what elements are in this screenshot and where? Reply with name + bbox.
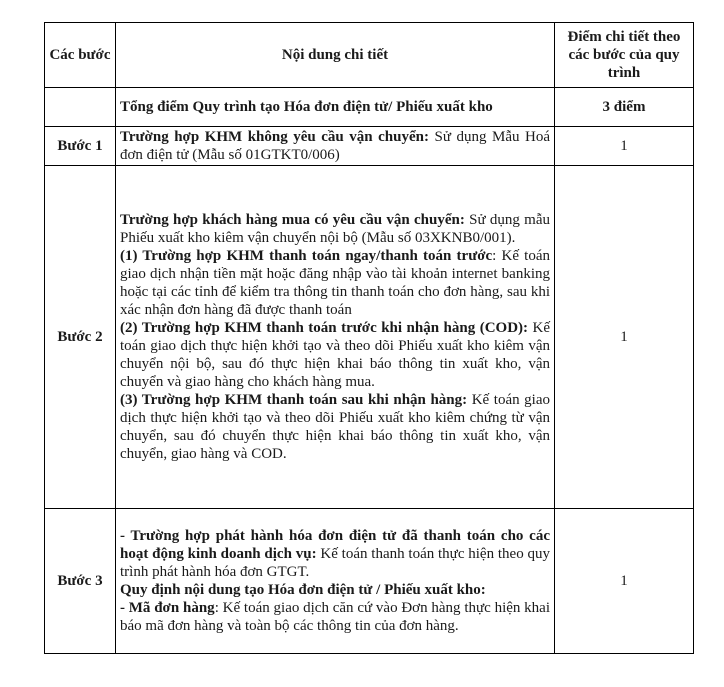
- step-points: 1: [555, 509, 694, 654]
- content-bold: (2) Trường hợp KHM thanh toán trước khi nhận hàng (COD):: [120, 320, 529, 336]
- header-row: [45, 23, 694, 88]
- content-text: Kế toán giao dịch thực hiện khởi tạo và theo dõi Phiếu xuất kho kiêm vận chuyển nội bộ, sau đó thực hiện khai báo thông tin xuất kho, vận chuyển và giao hàng cho khách hàng mua.: [120, 320, 550, 390]
- step-points: 1: [555, 127, 694, 166]
- content-bold: Quy định nội dung tạo Hóa đơn điện tử / Phiếu xuất kho:: [120, 582, 486, 598]
- content-bold: Trường hợp khách hàng mua có yêu cầu vận chuyển:: [120, 212, 465, 228]
- content-paragraph: [120, 527, 550, 581]
- content-bold: - Mã đơn hàng: [120, 600, 215, 616]
- step-label: Bước 3: [45, 509, 116, 654]
- content-text: : Kế toán giao dịch căn cứ vào Đơn hàng thực hiện khai báo mã đơn hàng và toàn bộ các thông tin của đơn hàng.: [120, 600, 551, 634]
- content-text: : Kế toán giao dịch nhận tiền mặt hoặc đăng nhập vào tài khoản internet banking hoặc tại các tỉnh để kiểm tra thông tin thanh toán cho đơn hàng, sau khi xác nhận đơn hàng đã được thanh toán: [120, 248, 551, 318]
- header-content: Nội dung chi tiết: [116, 23, 555, 88]
- content-bold: - Trường hợp phát hành hóa đơn điện tử đã thanh toán cho các hoạt động kinh doanh dịch vụ:: [120, 528, 550, 562]
- content-text: Kế toán giao dịch thực hiện khởi tạo và theo dõi Phiếu xuất kho kiêm chứng từ vận chuyển, sau đó chuyển thực hiện khai báo thông tin xuất kho, vận chuyển, giao hàng và COD.: [120, 392, 551, 462]
- step-content: [116, 509, 555, 654]
- total-content: Tổng điểm Quy trình tạo Hóa đơn điện tử/ Phiếu xuất kho: [116, 88, 555, 127]
- total-points: 3 điểm: [555, 88, 694, 127]
- step-label: Bước 2: [45, 166, 116, 509]
- content-paragraph: [120, 128, 550, 164]
- table-row: [45, 509, 694, 654]
- step-label: Bước 1: [45, 127, 116, 166]
- total-row: [45, 88, 694, 127]
- content-paragraph: [120, 581, 550, 599]
- content-text: Sử dụng mẫu Phiếu xuất kho kiêm vận chuyển nội bộ (Mẫu số 03XKNB0/001).: [120, 212, 550, 246]
- content-bold: (1) Trường hợp KHM thanh toán ngay/thanh toán trước: [120, 248, 493, 264]
- content-paragraph: [120, 319, 550, 391]
- step-points: 1: [555, 166, 694, 509]
- content-bold: (3) Trường hợp KHM thanh toán sau khi nhận hàng:: [120, 392, 468, 408]
- content-paragraph: [120, 247, 550, 319]
- total-step-cell: [45, 88, 116, 127]
- step-content: [116, 127, 555, 166]
- process-table: [44, 22, 694, 654]
- content-paragraph: [120, 211, 550, 247]
- step-content: [116, 166, 555, 509]
- content-text: Sử dụng Mẫu Hoá đơn điện tử (Mẫu số 01GTKT0/006): [120, 129, 550, 163]
- table-row: [45, 166, 694, 509]
- content-paragraph: [120, 391, 550, 463]
- content-paragraph: [120, 599, 550, 635]
- content-text: Kế toán thanh toán thực hiện theo quy trình phát hành hóa đơn GTGT.: [120, 546, 551, 580]
- header-steps: Các bước: [45, 23, 116, 88]
- header-points: Điểm chi tiết theo các bước của quy trình: [555, 23, 694, 88]
- content-bold: Trường hợp KHM không yêu cầu vận chuyển:: [120, 129, 429, 145]
- table-row: [45, 127, 694, 166]
